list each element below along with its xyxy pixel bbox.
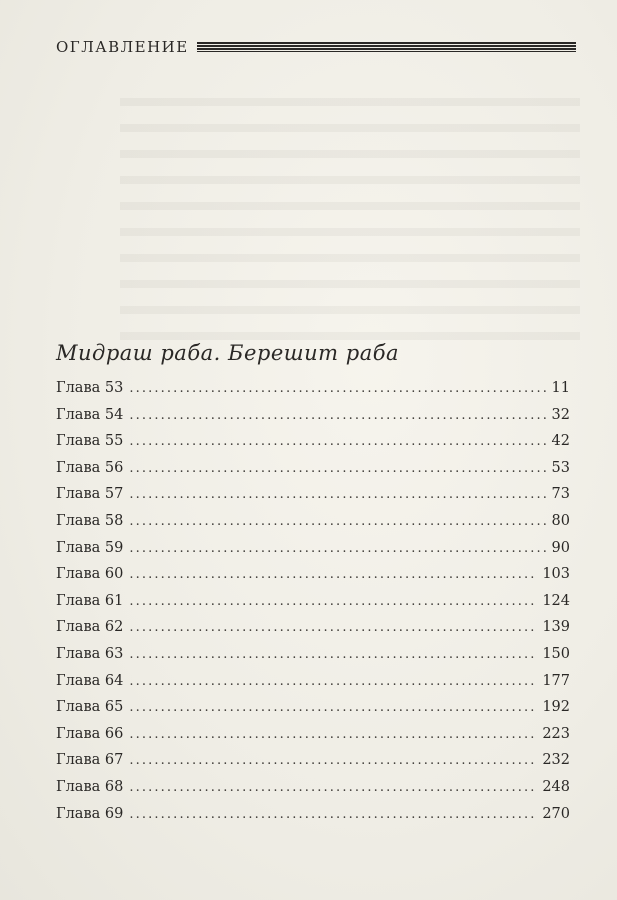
toc-entry-label: Глава 67 [56, 752, 124, 769]
toc-entry-label: Глава 68 [56, 778, 124, 795]
toc-entry-page-number: 90 [551, 539, 570, 556]
page-title: ОГЛАВЛЕНИЕ [56, 38, 189, 56]
toc-entry-label: Глава 62 [56, 619, 124, 636]
toc-dot-leader [129, 807, 536, 822]
toc-dot-leader [129, 727, 536, 742]
toc-entry-label: Глава 57 [56, 486, 124, 503]
toc-entry[interactable] [56, 779, 570, 806]
toc-entry[interactable] [56, 513, 570, 540]
toc-dot-leader [129, 700, 536, 715]
toc-entry-label: Глава 54 [56, 406, 124, 423]
toc-entry[interactable] [56, 752, 570, 779]
toc-entry[interactable] [56, 407, 570, 434]
section-title: Мидраш раба. Берешит раба [56, 341, 400, 365]
toc-entry-label: Глава 63 [56, 645, 124, 662]
toc-entry-page-number: 11 [551, 380, 570, 396]
toc-entry-page-number: 42 [551, 433, 570, 450]
toc-dot-leader [129, 567, 536, 582]
toc-dot-leader [129, 620, 536, 635]
bleed-through-texture [120, 80, 580, 340]
toc-entry[interactable] [56, 673, 570, 700]
toc-entry-page-number: 73 [551, 486, 570, 503]
toc-entry[interactable] [56, 380, 570, 407]
table-of-contents [56, 380, 570, 832]
toc-entry-label: Глава 56 [56, 459, 124, 476]
toc-entry-page-number: 139 [542, 619, 570, 636]
toc-entry-page-number: 124 [542, 592, 570, 609]
toc-entry-page-number: 53 [551, 459, 570, 476]
toc-entry[interactable] [56, 566, 570, 593]
toc-entry-page-number: 192 [542, 699, 570, 716]
toc-entry-label: Глава 64 [56, 672, 124, 689]
toc-entry-page-number: 232 [542, 752, 570, 769]
toc-entry-page-number: 150 [542, 645, 570, 662]
toc-entry[interactable] [56, 460, 570, 487]
toc-dot-leader [129, 647, 536, 662]
toc-entry-label: Глава 59 [56, 539, 124, 556]
toc-entry-label: Глава 66 [56, 725, 124, 742]
toc-dot-leader [129, 780, 536, 795]
toc-dot-leader [129, 487, 545, 502]
toc-entry[interactable] [56, 486, 570, 513]
toc-dot-leader [129, 408, 545, 423]
toc-entry[interactable] [56, 699, 570, 726]
toc-entry-page-number: 270 [542, 805, 570, 822]
toc-entry[interactable] [56, 540, 570, 567]
toc-entry-page-number: 223 [542, 725, 570, 742]
toc-entry-page-number: 177 [542, 672, 570, 689]
toc-dot-leader [129, 541, 545, 556]
toc-entry-page-number: 248 [542, 778, 570, 795]
toc-dot-leader [129, 753, 536, 768]
toc-entry-label: Глава 60 [56, 566, 124, 583]
toc-entry[interactable] [56, 593, 570, 620]
page-header [56, 36, 576, 58]
toc-dot-leader [129, 674, 536, 689]
toc-entry[interactable] [56, 806, 570, 833]
toc-entry-label: Глава 55 [56, 433, 124, 450]
toc-dot-leader [129, 381, 545, 396]
toc-entry[interactable] [56, 646, 570, 673]
toc-entry-page-number: 80 [551, 512, 570, 529]
toc-entry[interactable] [56, 726, 570, 753]
toc-entry-label: Глава 65 [56, 699, 124, 716]
toc-entry[interactable] [56, 433, 570, 460]
toc-dot-leader [129, 461, 545, 476]
toc-dot-leader [129, 594, 536, 609]
toc-entry-page-number: 103 [542, 566, 570, 583]
toc-dot-leader [129, 434, 545, 449]
toc-entry-label: Глава 61 [56, 592, 124, 609]
toc-entry-label: Глава 69 [56, 805, 124, 822]
toc-entry-page-number: 32 [551, 406, 570, 423]
toc-entry[interactable] [56, 619, 570, 646]
header-rule [197, 42, 576, 52]
toc-entry-label: Глава 58 [56, 512, 124, 529]
toc-dot-leader [129, 514, 545, 529]
toc-entry-label: Глава 53 [56, 380, 124, 396]
